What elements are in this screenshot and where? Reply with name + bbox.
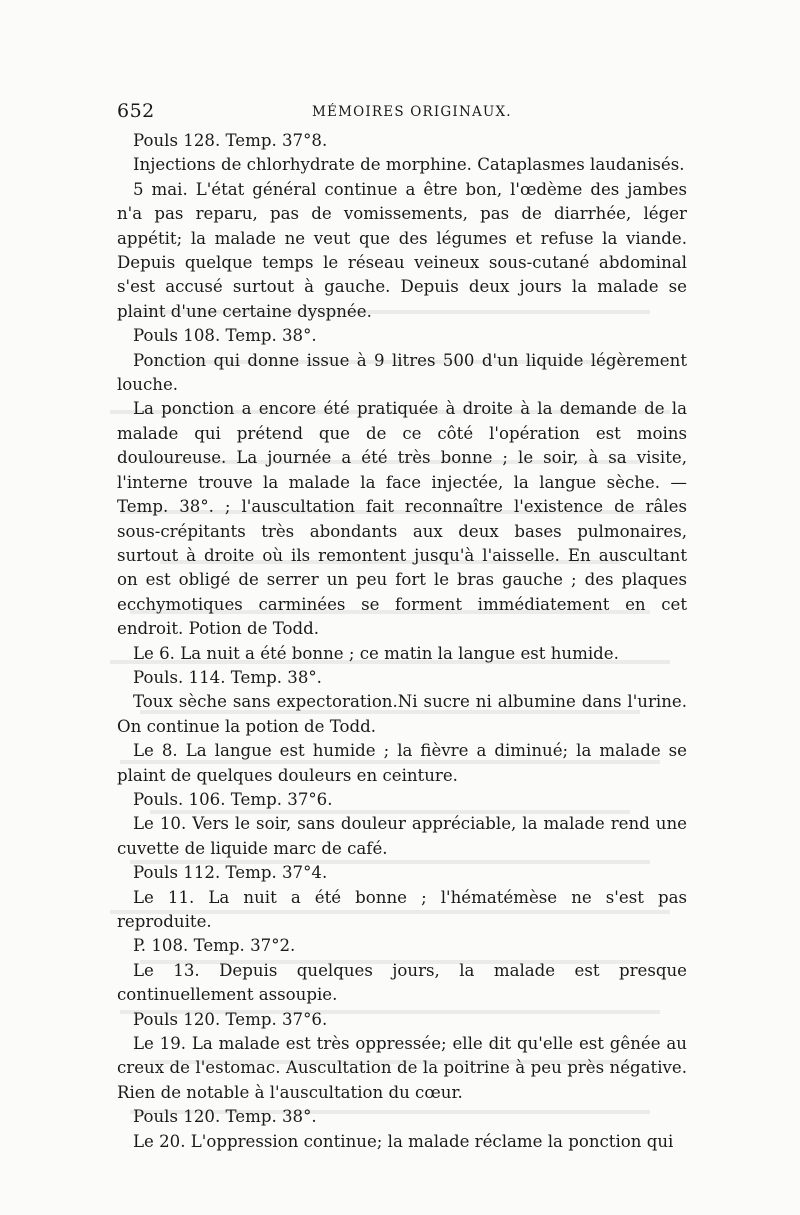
paragraph: La ponction a encore été pratiquée à droite à la demande de la malade qui prétend que de ce côté l'opération est moins douloureuse. La journée a été très bonne ; le soir, à sa visite, l'interne trouve la malade la face injectée, la langue sèche. — Temp. 38°. ; l'auscultation fait reconnaître l'existence de râles sous-crépitants très abondants aux deux bases pulmonaires, surtout à droite où ils remontent jusqu'à l'aisselle. En auscultant on est obligé de serrer un peu fort le bras gauche ; des plaques ecchymotiques carminées se forment immédiatement en cet endroit. Potion de Todd. (117, 399, 687, 639)
paragraph: P. 108. Temp. 37°2. (133, 936, 296, 956)
paragraph: Le 11. La nuit a été bonne ; l'hématémèse ne s'est pas reproduite. (117, 887, 687, 931)
paragraph: Le 13. Depuis quelques jours, la malade est presque continuellement assoupie. (117, 960, 687, 1005)
page-number: 652 (117, 100, 155, 122)
paragraph: Pouls. 106. Temp. 37°6. (133, 789, 333, 809)
paragraph: Ponction qui donne issue à 9 litres 500 d'un liquide légèrement louche. (117, 350, 687, 395)
paragraph: Pouls 112. Temp. 37°4. (133, 863, 328, 883)
paragraph: Le 6. La nuit a été bonne ; ce matin la langue est humide. (133, 643, 619, 663)
paragraph: Le 19. La malade est très oppressée; elle dit qu'elle est gênée au creux de l'estomac. Auscultation de la poitrine à peu près négative. Rien de notable à l'auscultation du cœur. (117, 1034, 687, 1102)
paragraph: Pouls 128. Temp. 37°8. (133, 131, 328, 150)
paragraph: Le 20. L'oppression continue; la malade réclame la ponction qui (133, 1131, 674, 1151)
running-head: MÉMOIRES ORIGINAUX. (312, 104, 512, 120)
page-header (117, 100, 687, 124)
paragraph: Pouls 120. Temp. 38°. (133, 1107, 317, 1127)
paragraph: Le 8. La langue est humide ; la fièvre a diminué; la malade se plaint de quelques douleurs en ceinture. (117, 741, 687, 785)
paragraph: Pouls 120. Temp. 37°6. (133, 1009, 328, 1029)
paragraph: 5 mai. L'état général continue a être bon, l'œdème des jambes n'a pas reparu, pas de vomissements, pas de diarrhée, léger appétit; la malade ne veut que des légumes et refuse la viande. Depuis quelque temps le réseau veineux sous-cutané abdominal s'est accusé surtout à gauche. Depuis deux jours la malade se plaint d'une certaine dyspnée. (117, 179, 687, 321)
paragraph: Toux sèche sans expectoration.Ni sucre ni albumine dans l'urine. On continue la potion de Todd. (117, 692, 687, 736)
paragraph: Pouls. 114. Temp. 38°. (133, 667, 322, 687)
paragraph: Injections de chlorhydrate de morphine. Cataplasmes laudanisés. (133, 155, 685, 175)
paragraph: Pouls 108. Temp. 38°. (133, 326, 317, 346)
paragraph: Le 10. Vers le soir, sans douleur appréciable, la malade rend une cuvette de liquide marc de café. (117, 814, 687, 858)
body-text (117, 129, 687, 1154)
